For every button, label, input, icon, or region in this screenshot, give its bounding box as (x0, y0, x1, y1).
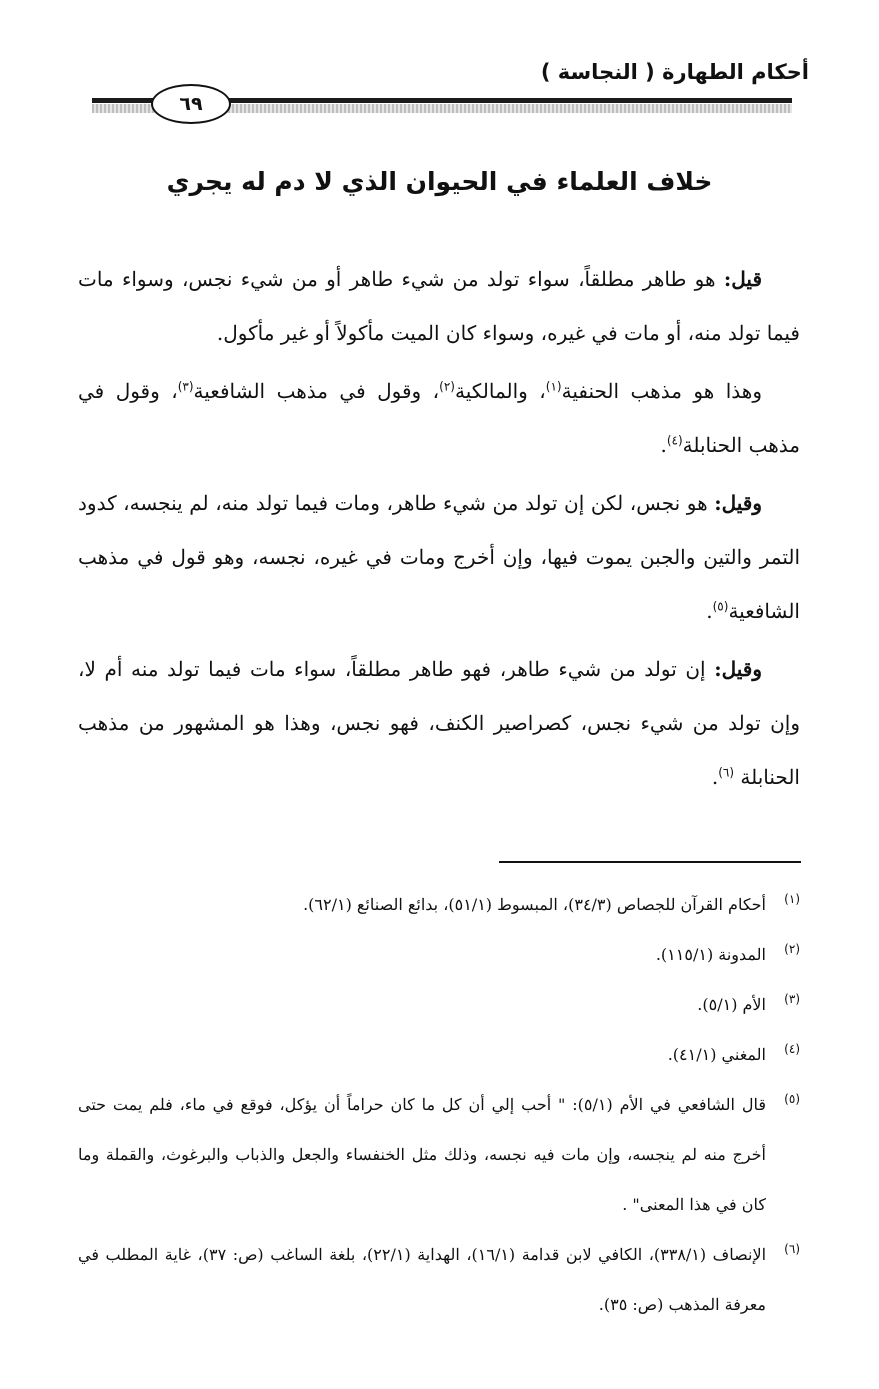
paragraph-lead: وقيل: (714, 657, 762, 681)
footnote-item (78, 1080, 800, 1230)
footnote-number: (٣) (784, 992, 800, 1006)
footnote-item (78, 930, 800, 980)
footnote-text: قال الشافعي في الأم (٥/١): " أحب إلي أن كل ما كان حراماً أن يؤكل، فوقع في ماء، فلم يمت حتى أخرج منه لم ينجسه، وإن مات فيه نجسه، وذلك مثل الخنفساء والجعل والذباب والبرغوث، والقملة وما كان في هذا المعنى" . (78, 1095, 767, 1214)
footnote-text: المغني (٤١/١). (667, 1045, 766, 1064)
footnote-text: أحكام القرآن للجصاص (٣٤/٣)، المبسوط (٥١/١)، بدائع الصنائع (٦٢/١). (303, 895, 766, 914)
paragraph-text: هو طاهر مطلقاً، سواء تولد من شيء طاهر أو من شيء نجس، وسواء مات فيما تولد منه، أو مات في غيره، وسواء كان الميت مأكولاً أو غير مأكول. (78, 267, 800, 345)
footnote-separator (499, 861, 801, 863)
paragraph-text: ، والمالكية (454, 379, 546, 403)
paragraph-1 (78, 252, 800, 360)
footnote-item (78, 1030, 800, 1080)
footnotes (78, 880, 800, 1330)
body-text (78, 252, 800, 808)
footnote-item (78, 980, 800, 1030)
paragraph-text: إن تولد من شيء طاهر، فهو طاهر مطلقاً، سواء مات فيما تولد منه أم لا، وإن تولد من شيء نجس، كصراصير الكنف، فهو نجس، وهذا هو المشهور من مذهب الحنابلة (78, 657, 800, 789)
footnote-number: (١) (784, 892, 800, 906)
footnote-text: المدونة (١١٥/١). (655, 945, 766, 964)
paragraph-text: . (660, 433, 667, 457)
footnote-ref[interactable]: (١) (545, 379, 562, 394)
paragraph-lead: وقيل: (714, 491, 762, 515)
footnote-item (78, 880, 800, 930)
footnote-ref[interactable]: (٤) (666, 433, 683, 448)
paragraph-text: هو نجس، لكن إن تولد من شيء طاهر، ومات فيما تولد منه، لم ينجسه، كدود التمر والتين والجبن يموت فيها، وإن أخرج ومات في غيره، نجسه، وهو قول في مذهب الشافعية (78, 491, 800, 623)
footnote-text: الأم (٥/١). (697, 995, 766, 1014)
paragraph-text: . (706, 599, 713, 623)
paragraph-text: ، وقول في مذهب الحنابلة (78, 379, 800, 457)
footnote-number: (٥) (784, 1092, 800, 1106)
footnote-item (78, 1230, 800, 1330)
page-number: ٦٩ (151, 84, 231, 124)
footnote-ref[interactable]: (٥) (712, 599, 729, 614)
paragraph-3 (78, 476, 800, 638)
footnote-number: (٤) (784, 1042, 800, 1056)
running-header-title: أحكام الطهارة ( النجاسة ) (540, 60, 809, 84)
paragraph-2 (78, 364, 800, 472)
footnote-ref[interactable]: (٦) (718, 765, 735, 780)
paragraph-text: . (711, 765, 719, 789)
paragraph-text: وهذا هو مذهب الحنفية (561, 379, 763, 403)
paragraph-4 (78, 642, 800, 804)
footnote-text: الإنصاف (٣٣٨/١)، الكافي لابن قدامة (١٦/١)، الهداية (٢٢/١)، بلغة الساغب (ص: ٣٧)، غاية المطلب في معرفة المذهب (ص: ٣٥). (78, 1245, 767, 1314)
footnote-ref[interactable]: (٢) (439, 379, 455, 394)
footnote-number: (٦) (784, 1242, 800, 1256)
paragraph-lead: قيل: (723, 267, 762, 291)
section-heading: خلاف العلماء في الحيوان الذي لا دم له يجري (166, 167, 713, 196)
paragraph-text: ، وقول في مذهب الشافعية (193, 379, 440, 403)
footnote-number: (٢) (784, 942, 800, 956)
footnote-ref[interactable]: (٣) (177, 379, 194, 394)
